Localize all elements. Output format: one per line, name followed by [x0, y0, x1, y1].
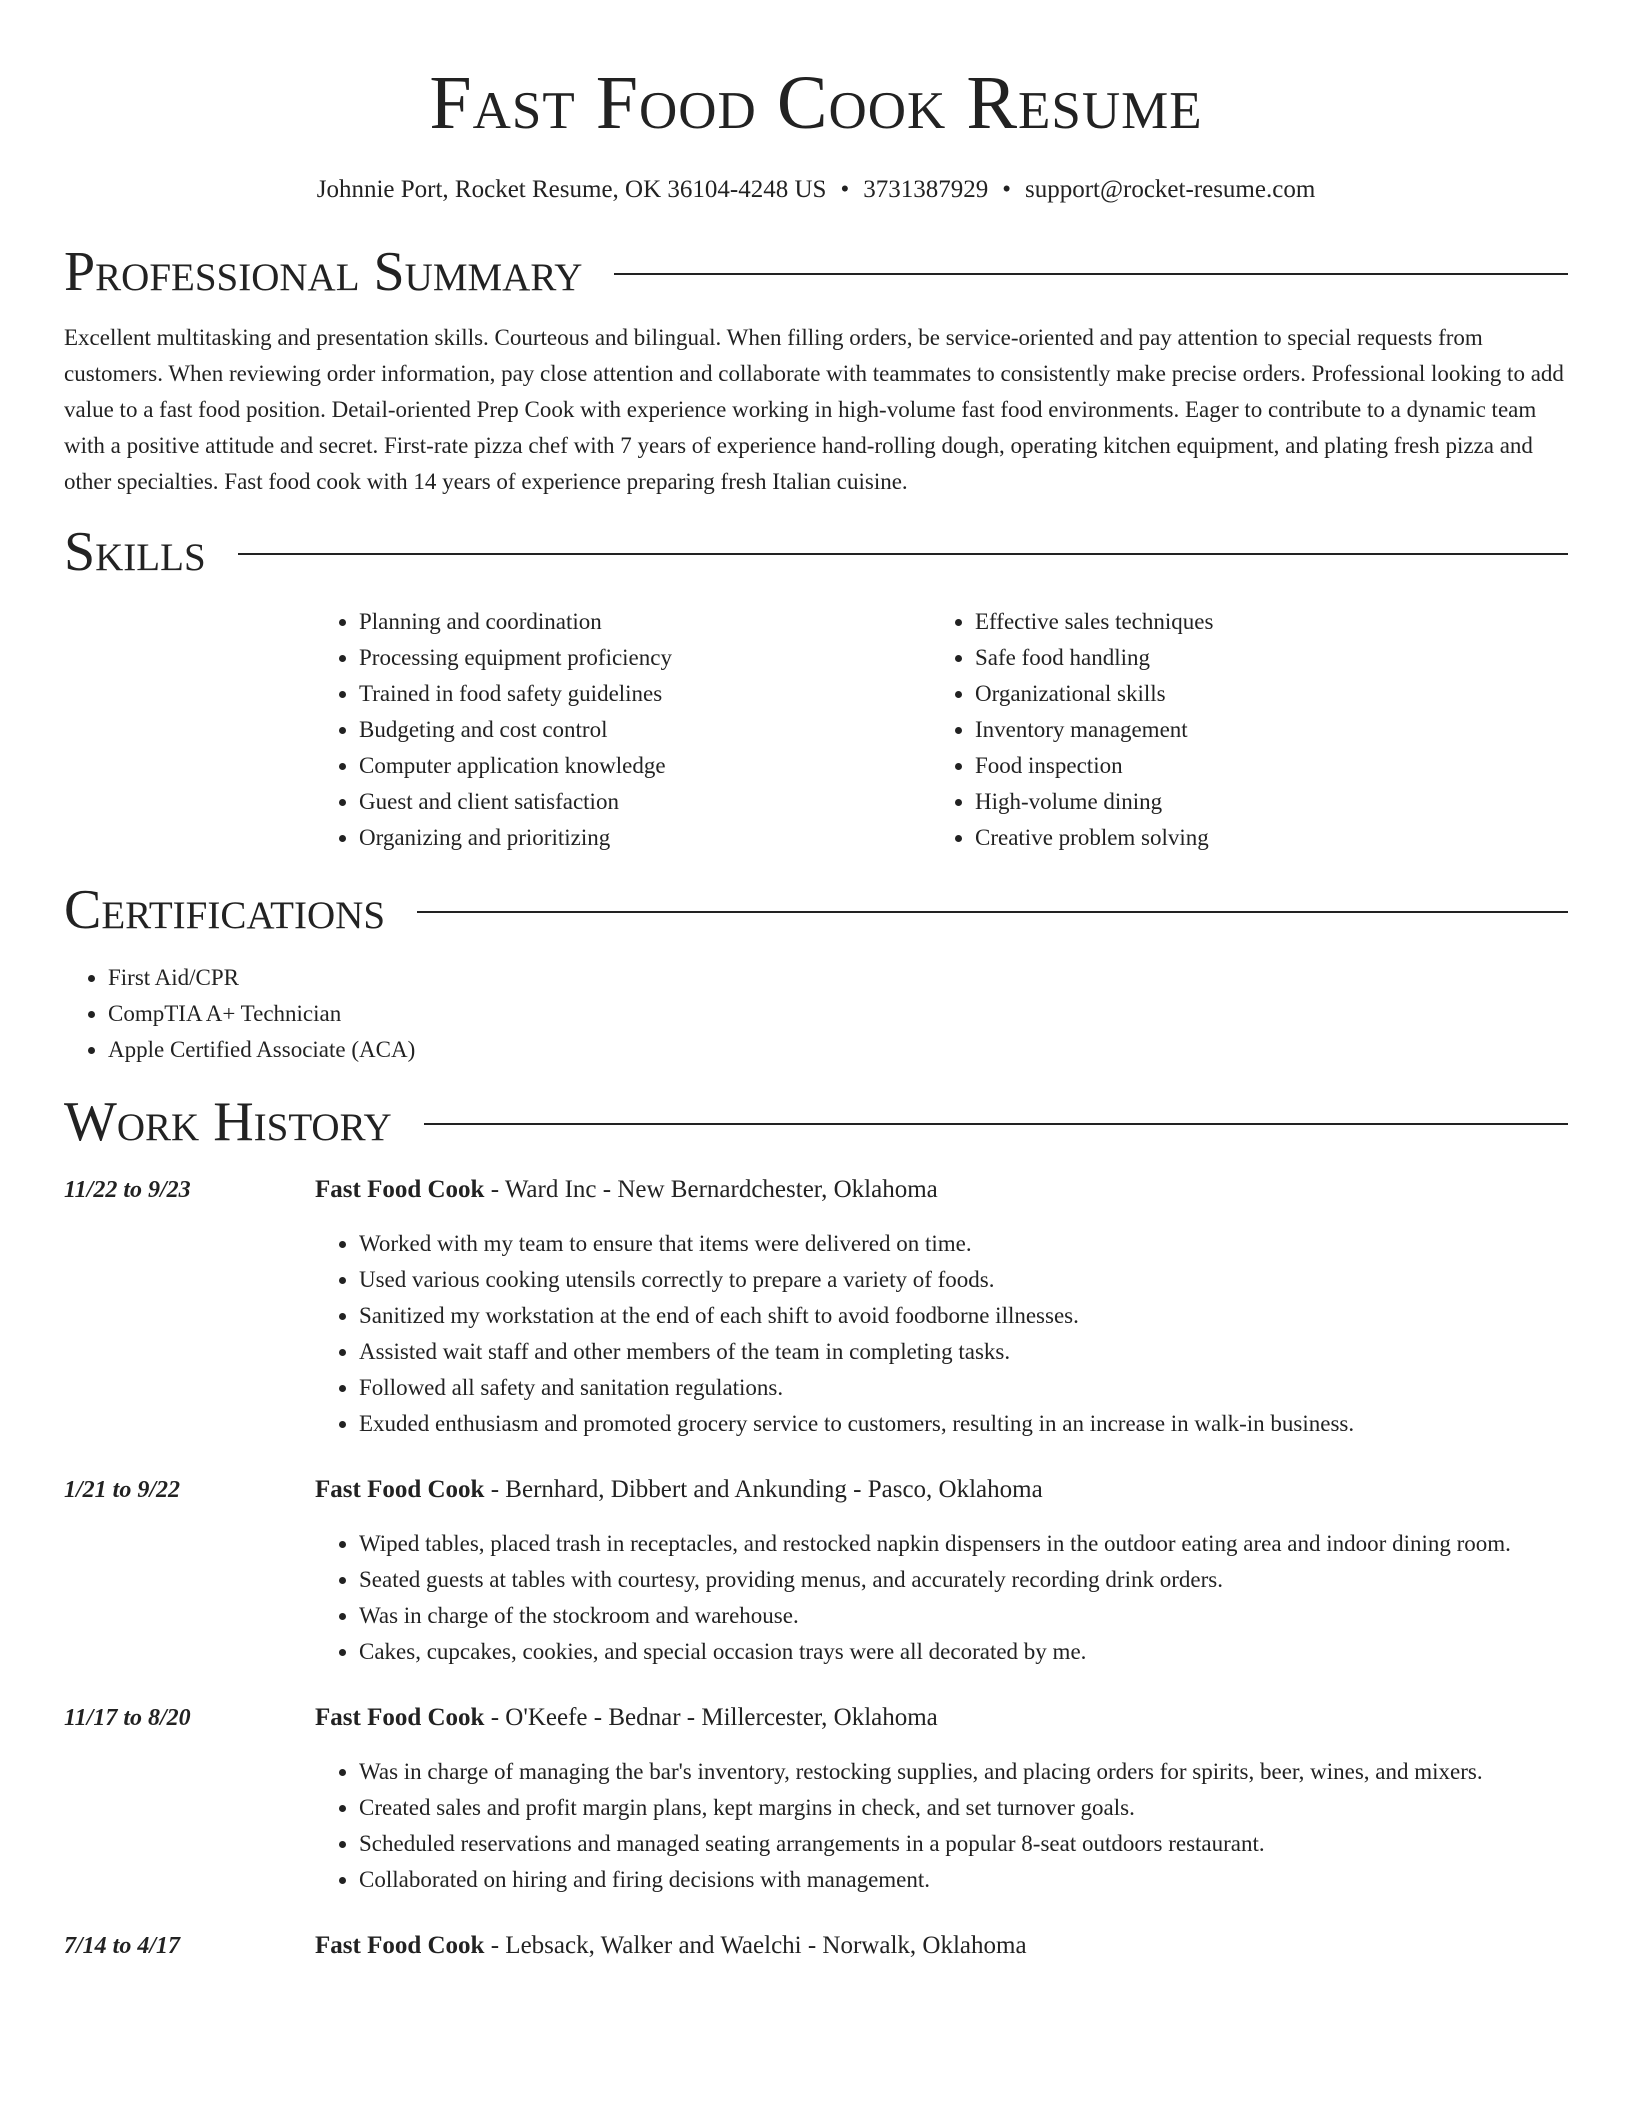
duty-item: • Followed all safety and sanitation regulations.	[359, 1370, 1568, 1406]
skill-item: • Food inspection	[975, 748, 1547, 784]
section-divider	[417, 911, 1568, 913]
job-duties	[315, 1226, 1568, 1442]
skill-item: • Computer application knowledge	[359, 748, 931, 784]
job-details	[315, 1928, 1568, 1964]
job-employer: - Bernhard, Dibbert and Ankunding - Pasco, Oklahoma	[484, 1476, 1043, 1503]
summary-text: Excellent multitasking and presentation skills. Courteous and bilingual. When filling orders, be service-oriented and pay attention to special requests from customers. When reviewing order information, pay close attention and collaborate with teammates to consistently make precise orders. Professional looking to add value to a fast food position. Detail-oriented Prep Cook with experience working in high-volume fast food environments. Eager to contribute to a dynamic team with a positive attitude and secret. First-rate pizza chef with 7 years of experience hand-rolling dough, operating kitchen equipment, and plating fresh pizza and other specialties. Fast food cook with 14 years of experience preparing fresh Italian cuisine.	[64, 325, 1564, 494]
skills-heading: Skills	[64, 521, 206, 583]
duty-item: • Created sales and profit margin plans, kept margins in check, and set turnover goals.	[359, 1790, 1568, 1826]
job-employer: - O'Keefe - Bednar - Millercester, Oklahoma	[484, 1704, 938, 1731]
job-dates: 11/17 to 8/20	[64, 1705, 191, 1731]
summary-heading: Professional Summary	[64, 241, 583, 303]
work-heading: Work History	[64, 1091, 392, 1153]
job-title: Fast Food Cook	[315, 1704, 485, 1731]
job-entry	[64, 1172, 1568, 1442]
job-header	[315, 1172, 1568, 1208]
job-title: Fast Food Cook	[315, 1476, 485, 1503]
duty-item: • Cakes, cupcakes, cookies, and special occasion trays were all decorated by me.	[359, 1634, 1568, 1670]
contact-separator: •	[840, 176, 850, 203]
skill-item: • Inventory management	[975, 712, 1547, 748]
job-header	[315, 1472, 1568, 1508]
skill-item: • Budgeting and cost control	[359, 712, 931, 748]
contact-line	[64, 174, 1568, 206]
duty-item: • Assisted wait staff and other members of the team in completing tasks.	[359, 1334, 1568, 1370]
certification-item: • CompTIA A+ Technician	[108, 996, 1568, 1032]
job-title: Fast Food Cook	[315, 1932, 485, 1959]
skill-item: • Creative problem solving	[975, 820, 1547, 856]
contact-phone: 3731387929	[863, 176, 989, 203]
job-dates: 7/14 to 4/17	[64, 1933, 181, 1959]
contact-address: Johnnie Port, Rocket Resume, OK 36104-4248 US	[316, 176, 827, 203]
duty-item: • Wiped tables, placed trash in receptacles, and restocked napkin dispensers in the outdoor eating area and indoor dining room.	[359, 1526, 1568, 1562]
section-divider	[238, 553, 1568, 555]
certifications-heading-row	[64, 878, 1568, 942]
skills-list-right	[931, 604, 1547, 856]
job-entry	[64, 1700, 1568, 1898]
skill-item: • Organizing and prioritizing	[359, 820, 931, 856]
skills-column-left	[315, 604, 931, 856]
contact-email: support@rocket-resume.com	[1024, 176, 1316, 203]
skill-item: • Planning and coordination	[359, 604, 931, 640]
skill-item: • Organizational skills	[975, 676, 1547, 712]
job-details	[315, 1172, 1568, 1442]
duty-item: • Was in charge of managing the bar's inventory, restocking supplies, and placing orders for spirits, beer, wines, and mixers.	[359, 1754, 1568, 1790]
job-employer: - Ward Inc - New Bernardchester, Oklahoma	[484, 1176, 938, 1203]
section-divider	[614, 273, 1568, 275]
skill-item: • High-volume dining	[975, 784, 1547, 820]
skill-item: • Effective sales techniques	[975, 604, 1547, 640]
job-dates: 11/22 to 9/23	[64, 1177, 191, 1203]
certification-item: • Apple Certified Associate (ACA)	[108, 1032, 1568, 1068]
contact-separator: •	[1002, 176, 1011, 203]
skill-item: • Processing equipment proficiency	[359, 640, 931, 676]
certifications-list	[64, 960, 1568, 1068]
job-entry	[64, 1472, 1568, 1670]
summary-section	[64, 240, 1568, 500]
skills-heading-row	[64, 520, 1568, 584]
section-divider	[424, 1123, 1568, 1125]
certifications-section	[64, 878, 1568, 1068]
summary-heading-row	[64, 240, 1568, 304]
duty-item: • Was in charge of the stockroom and warehouse.	[359, 1598, 1568, 1634]
job-title: Fast Food Cook	[315, 1176, 485, 1203]
skill-item: • Safe food handling	[975, 640, 1547, 676]
duty-item: • Used various cooking utensils correctly to prepare a variety of foods.	[359, 1262, 1568, 1298]
skills-column-right	[931, 604, 1547, 856]
duty-item: • Sanitized my workstation at the end of each shift to avoid foodborne illnesses.	[359, 1298, 1568, 1334]
skill-item: • Trained in food safety guidelines	[359, 676, 931, 712]
skill-item: • Guest and client satisfaction	[359, 784, 931, 820]
work-heading-row	[64, 1090, 1568, 1154]
job-dates: 1/21 to 9/22	[64, 1477, 181, 1503]
certifications-heading: Certifications	[64, 879, 386, 941]
duty-item: • Collaborated on hiring and firing decisions with management.	[359, 1862, 1568, 1898]
duty-item: • Worked with my team to ensure that items were delivered on time.	[359, 1226, 1568, 1262]
duty-item: • Exuded enthusiasm and promoted grocery service to customers, resulting in an increase in walk-in business.	[359, 1406, 1568, 1442]
work-history-section	[64, 1090, 1568, 1964]
job-header	[315, 1700, 1568, 1736]
skills-section	[64, 520, 1568, 856]
job-entry	[64, 1928, 1568, 1964]
job-employer: - Lebsack, Walker and Waelchi - Norwalk, Oklahoma	[484, 1932, 1027, 1959]
job-header	[315, 1928, 1568, 1964]
job-details	[315, 1700, 1568, 1898]
skills-list-left	[315, 604, 931, 856]
job-details	[315, 1472, 1568, 1670]
duty-item: • Scheduled reservations and managed seating arrangements in a popular 8-seat outdoors restaurant.	[359, 1826, 1568, 1862]
job-duties	[315, 1754, 1568, 1898]
job-duties	[315, 1526, 1568, 1670]
skills-columns	[315, 604, 1568, 856]
resume-title: Fast Food Cook Resume	[429, 61, 1203, 145]
duty-item: • Seated guests at tables with courtesy, providing menus, and accurately recording drink orders.	[359, 1562, 1568, 1598]
certification-item: • First Aid/CPR	[108, 960, 1568, 996]
